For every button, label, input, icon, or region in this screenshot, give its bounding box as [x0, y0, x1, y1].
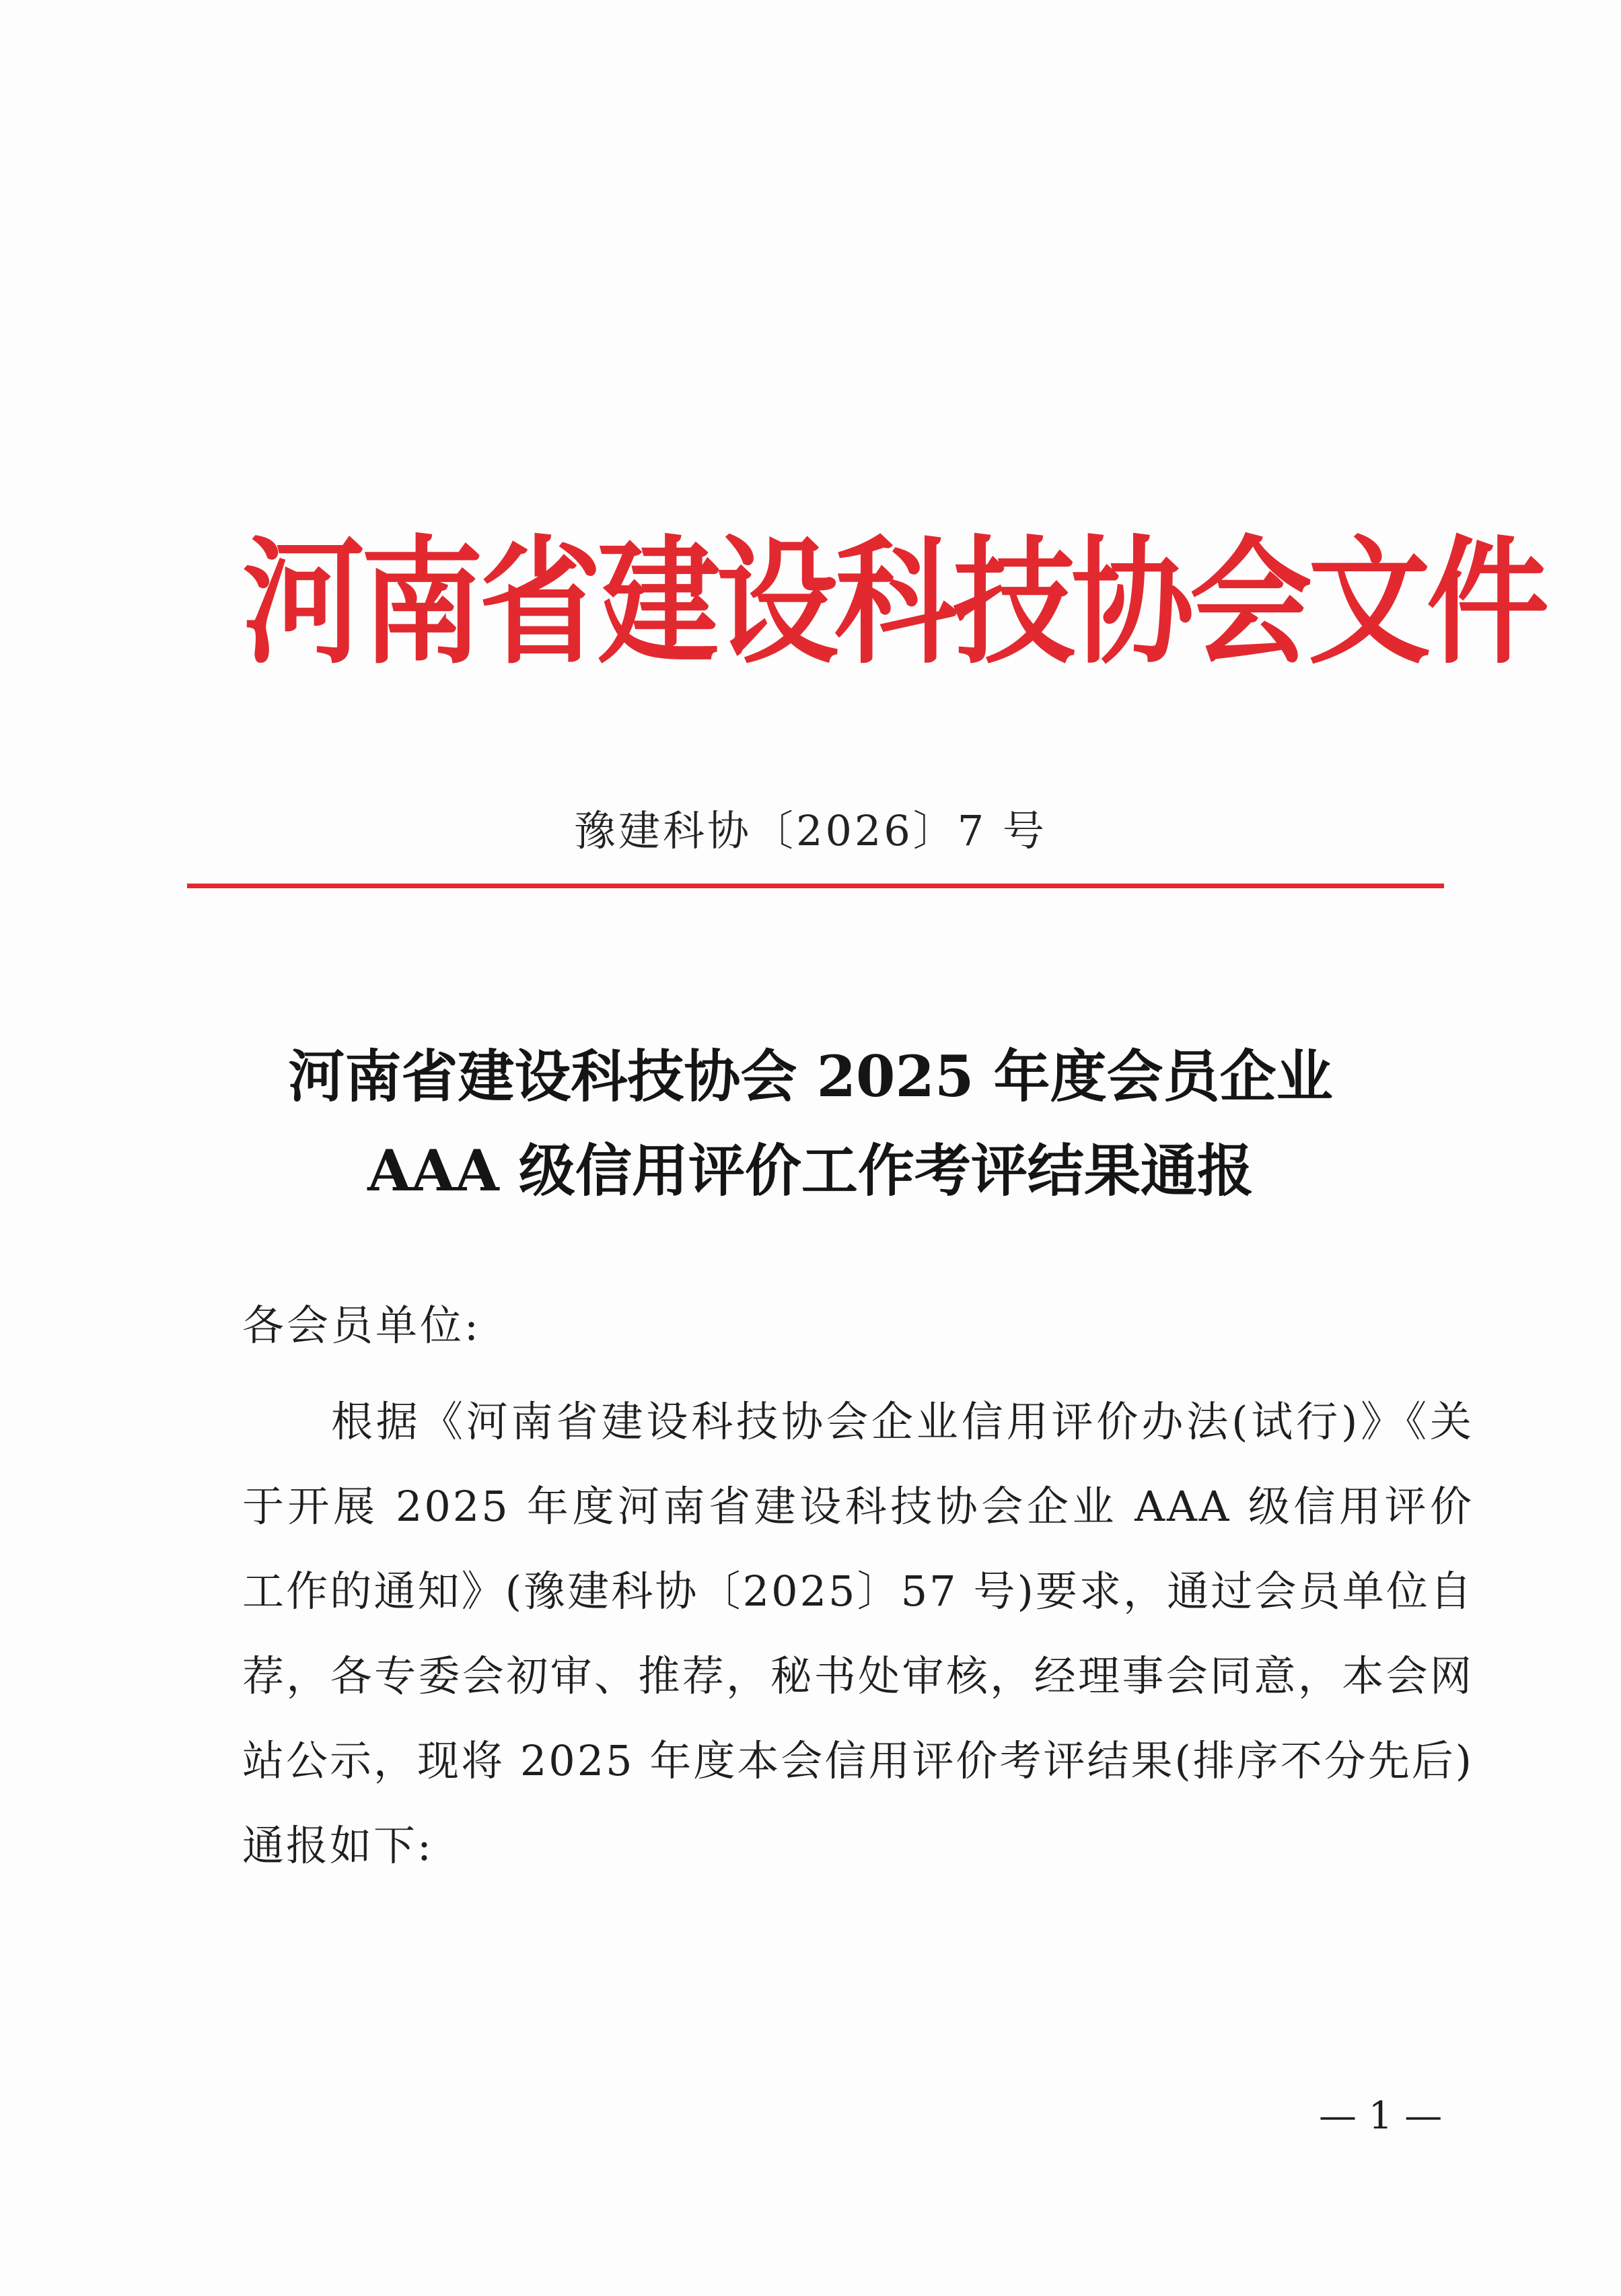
red-divider-line	[187, 884, 1444, 888]
salutation: 各会员单位:	[242, 1301, 481, 1350]
document-number: 豫建科协〔2026〕7 号	[574, 806, 1047, 855]
masthead-title: 河南省建设科技协会文件	[242, 521, 1545, 683]
document-title-line-2: AAA 级信用评价工作考评结果通报	[367, 1137, 1254, 1204]
document-title	[0, 1030, 1621, 1218]
body-paragraph: 根据《河南省建设科技协会企业信用评价办法(试行)》《关于开展 2025 年度河南省建设科技协会企业 AAA 级信用评价工作的通知》(豫建科协〔2025〕57 号)要求，通过会员单位自荐，各专委会初审、推荐，秘书处审核，经理事会同意，本会网站公示，现将 2025 年度本会信用评价考评结果(排序不分先后)通报如下:	[242, 1397, 1474, 1870]
page-number: — 1 —	[1319, 2094, 1443, 2138]
document-title-line-1: 河南省建设科技协会 2025 年度会员企业	[288, 1043, 1333, 1110]
